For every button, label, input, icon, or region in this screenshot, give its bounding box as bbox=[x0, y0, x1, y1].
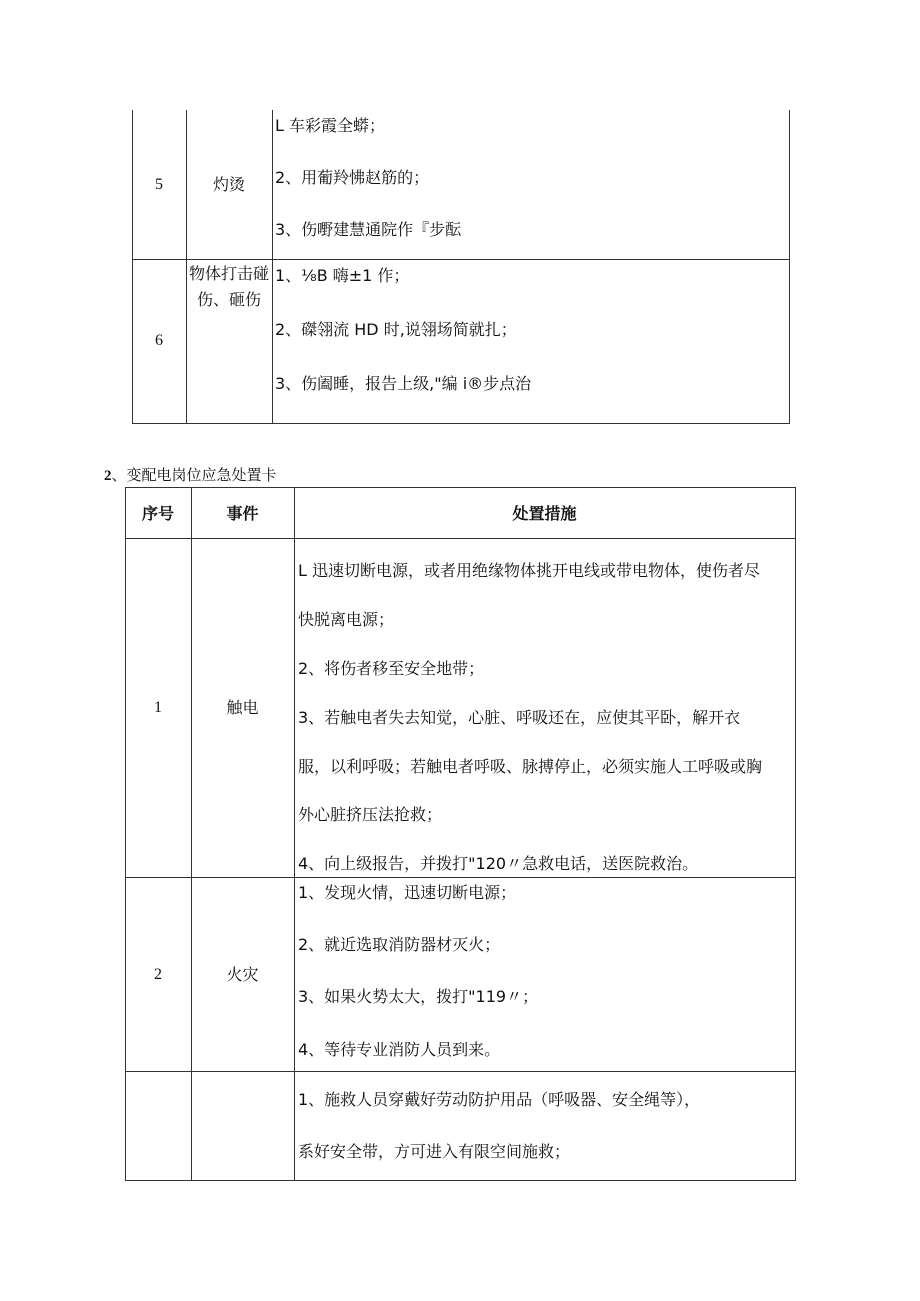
row-number: 2 bbox=[154, 966, 162, 983]
measure-item: 4、等待专业消防人员到来。 bbox=[298, 1040, 501, 1059]
section-number: 2 bbox=[104, 468, 112, 484]
table-2-border bbox=[125, 538, 796, 539]
row-number: 1 bbox=[154, 699, 162, 716]
table-2-border bbox=[125, 1071, 796, 1072]
measure-item: 1、发现火情，迅速切断电源； bbox=[298, 883, 517, 902]
measure-item: 3、伤嘢建慧通院作『步酝 bbox=[275, 220, 462, 239]
measure-item: 快脱离电源； bbox=[298, 610, 395, 629]
table-1-border bbox=[132, 423, 790, 424]
row-event: 火灾 bbox=[226, 965, 259, 984]
measure-item: 4、向上级报告，并拨打"120〃急救电话，送医院救治。 bbox=[298, 854, 699, 873]
table-2-border bbox=[125, 487, 796, 488]
row-event-line: 伤、砸伤 bbox=[196, 290, 261, 309]
table-2-border bbox=[125, 487, 126, 1181]
measure-item: 系好安全带，方可进入有限空间施救； bbox=[298, 1142, 571, 1161]
measure-item: 1、⅛B 嗨±1 作； bbox=[275, 266, 410, 285]
table-2-border bbox=[125, 877, 796, 878]
header-measures: 处置措施 bbox=[512, 504, 577, 523]
section-title-text: 、变配电岗位应急处置卡 bbox=[111, 466, 277, 484]
measure-item: 1、施救人员穿戴好劳动防护用品（呼吸器、安全绳等）， bbox=[298, 1090, 701, 1109]
measure-item: 2、磔翎流 HD 时,说翎场简就扎； bbox=[275, 320, 517, 339]
measure-item: 2、将伤者移至安全地带； bbox=[298, 659, 485, 678]
measure-item: 3、若触电者失去知觉，心脏、呼吸还在，应使其平卧，解开衣 bbox=[298, 708, 741, 727]
measure-item: 服，以利呼吸；若触电者呼吸、脉搏停止，必须实施人工呼吸或胸 bbox=[298, 757, 763, 776]
section-title bbox=[104, 465, 277, 486]
measure-item: 外心脏挤压法抢救； bbox=[298, 805, 443, 824]
table-1-border bbox=[272, 110, 273, 424]
measure-item: 2、就近选取消防器材灭火； bbox=[298, 935, 501, 954]
table-1-border bbox=[789, 110, 790, 424]
row-event: 灼烫 bbox=[212, 175, 245, 194]
measure-item: 3、伤阖睡，报告上级,"编 i®步点治 bbox=[275, 374, 532, 393]
header-no: 序号 bbox=[141, 504, 174, 523]
measure-item: L 车彩霞全蟒； bbox=[275, 116, 386, 135]
table-2-border bbox=[125, 1180, 796, 1181]
measure-item: L 迅速切断电源，或者用绝缘物体挑开电线或带电物体，使伤者尽 bbox=[298, 561, 761, 580]
row-event: 触电 bbox=[226, 698, 259, 717]
row-number: 6 bbox=[155, 332, 163, 349]
table-1-border bbox=[132, 259, 790, 260]
row-event-line: 物体打击碰 bbox=[188, 264, 269, 283]
table-1-border bbox=[132, 110, 133, 424]
measure-item: 2、用葡羚怫赵筋的； bbox=[275, 168, 430, 187]
table-2-border bbox=[795, 487, 796, 1181]
row-number: 5 bbox=[155, 176, 163, 193]
header-event: 事件 bbox=[226, 504, 259, 523]
measure-item: 3、如果火势太大，拨打"119〃； bbox=[298, 987, 539, 1006]
table-2-border bbox=[191, 487, 192, 1181]
table-2-border bbox=[294, 487, 295, 1181]
